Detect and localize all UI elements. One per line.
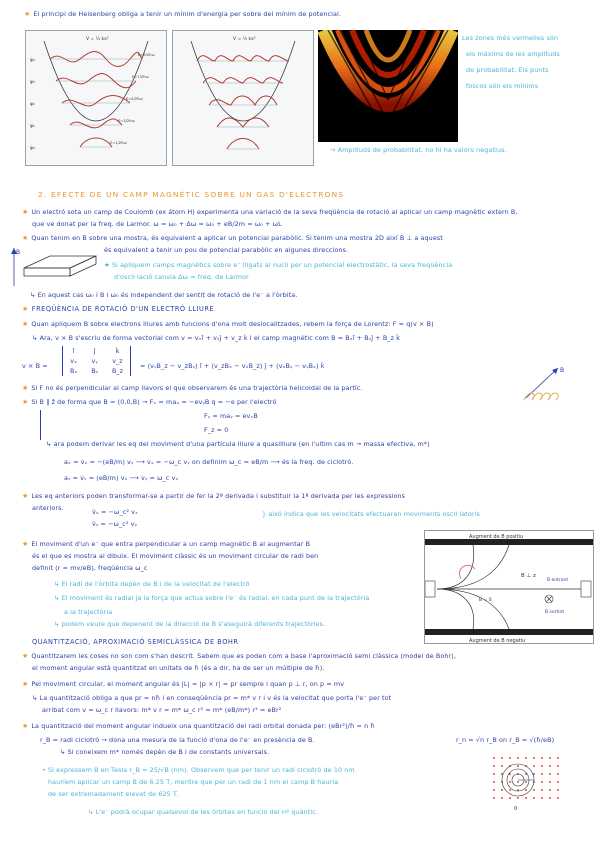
motion-line-2: és el que es mostra al dibuix. El moviment clàssic és un moviment circular de radi ben [32,552,319,560]
bohr-line-7: r_B = radi ciclotró → dona una mesura de la funció d'ona de l'e⁻ en presència de B. [40,736,315,744]
tesla-line-2: hauríem aplicar un camp B de 6.25 T, mentre que per un radi de 1 nm el camp B hauria [48,778,339,786]
intro-line: ★ El principi de Heisenberg obliga a tenir un mínim d'energia per sobre del mínim de potencial. [24,10,342,18]
brace-icon: } [262,510,269,518]
accel-y-line: aᵧ = v̇ᵧ = (eB/m) vₓ ⟶ v̇ᵧ = ω_c vₓ [64,474,179,482]
heatmap-note-4: foscos són els mínims [466,82,539,90]
arrow-icon: ↳ [60,748,68,756]
electrostatic-line-1: ★ Si apliquem camps magnètics sobre e⁻ lligats al nucli per un potencial electrostàtic, la seva freqüència [104,261,453,269]
svg-text:B entrant: B entrant [547,578,569,583]
star-icon: ★ [22,234,29,242]
arrow-icon: ↳ [32,334,40,342]
svg-text:B: B [560,367,565,374]
matrix-label: v × B = [22,362,48,370]
probability-plot-right [173,31,313,165]
motion-bullet-2: ↳ El moviment és radial ja la força que actua sobre l'e⁻ és radial, en cada punt de la trajectòria [54,594,370,602]
helix-line: ★ Si F no és perpendicular al camp llavors el que observarem és una trajectòria helicoidal de la partíc. [22,384,363,392]
bracket-line [40,410,41,440]
bullet-icon: • [42,766,49,774]
subsection-title-2: QUANTITZACIÓ, APROXIMACIÓ SEMICLÀSSICA DE BOHR [32,638,239,646]
star-icon: ★ [22,320,29,328]
svg-text:Augment de B positiu: Augment de B positiu [469,534,524,540]
heatmap-note-2: els màxims de les amplituds [466,50,560,58]
trajectory-graphic [425,531,593,643]
parabolic-equiv: és equivalent a tenir un pou de potencial parabòlic en algunes direccions. [104,246,349,254]
arrow-icon: ↳ [32,694,40,702]
tesla-line-1: • Si expressem B en Tesla r_B = 25/√B (nm). Observem que per tenir un radi ciclotró de 10 nm [42,766,355,774]
lorentz-line: ★ Quan apliquem B sobre electrons lliures amb funcions d'ona molt deslocalitzades, rebem la força de Lorentz: F = q(v × B) [22,320,434,328]
bohr-line-1: ★ Quantitzarem les coses no son com s'han descrit. Sabem que es poden com a base l'aproximació semi clàssica (model de Bohr), [22,652,456,660]
svg-text:Augment de B negatiu: Augment de B negatiu [469,638,526,643]
arrow-icon: ↳ [54,594,62,602]
tesla-line-3: de ser extremadament elevat de 625 T. [48,790,179,798]
independence-line: ↳ En aquest cas ω₀ i B i ω₀ és independent del sentit de rotació de l'e⁻ a l'òrbita. [30,291,298,299]
star-icon: ★ [24,10,31,18]
second-derivative-line-2: anteriors. [32,504,64,512]
radius-formula: r_n = √n r_B on r_B = √(ħ/eB) [456,736,555,744]
star-icon: ★ [22,398,29,406]
helix-sketch [520,364,590,408]
larmor-line-1: ★ Un electró sota un camp de Coulomb (ex átom H) experimenta una variació de la seva freqüència de rotació al aplicar un camp magnètic extern B, [22,208,518,216]
probability-heatmap [318,30,458,142]
heatmap-note-3: de probabilitat. Els punts [466,66,549,74]
star-icon: ★ [22,208,29,216]
star-icon: ★ [22,492,29,500]
section-title: 2. EFECTE DE UN CAMP MAGNÈTIC SOBRE UN GAS D'ELECTRONS [38,190,345,199]
heatmap-note-1: Les zones més vermelles són [462,34,559,42]
svg-text:ψ₂: ψ₂ [30,102,35,107]
sample-slab-sketch [10,246,100,294]
force-y-line: Fᵧ = maᵧ = evₓB [204,412,258,420]
equations-motion-line: ↳ ara podem derivar les eq del moviment d'una partícula lliure a quasilliure (en l'ultim cas m → massa efectiva, m*) [46,440,430,448]
force-x-line: ★ Si B ∥ ẑ de forma que B = (0,0,B) → Fₓ = maₓ = −evᵧB q = −e per l'electró [22,398,277,406]
electrostatic-line-2: d'oscil·lació canvia Δω = freq. de Larmor [114,273,249,281]
arrow-icon: ↳ [46,440,54,448]
motion-bullet-2b: a la trajectòria [64,608,113,616]
motion-line-1: ★ El moviment d'un e⁻ que entra perpendicular a un camp magnètic B al augmentar B [22,540,311,548]
arrow-icon: ↳ [30,291,38,299]
accel-x-line: aₓ = v̇ₓ = −(eB/m) vᵧ ⟶ v̇ₓ = −ω_c vᵧ on definim ω_c = eB/m ⟶ és la freq. de ciclotró. [64,458,354,466]
arrow-icon: ↳ [88,808,96,816]
motion-bullet-1: ↳ El radi de l'òrbita depèn de B i de la velocitat de l'electró [54,580,250,588]
bohr-line-8: ↳ Si coneixem m* només depèn de B i de constants universals. [60,748,270,756]
svg-text:E=9/2ħω: E=9/2ħω [138,53,155,57]
svg-text:ψ₁: ψ₁ [30,124,35,129]
matrix-result: = (vᵧB_z − v_zBᵧ) î + (v_zBₓ − vₓB_z) ĵ + (vₓBᵧ − vᵧBₓ) k̂ [140,362,325,370]
osc-y-line: v̈ᵧ = −ω_c² vᵧ [92,520,138,528]
arrow-icon: ↳ [54,620,62,628]
vector-line: ↳ Ara, v × B s'escriu de forma vectorial com v = vₓî + vᵧĵ + v_z k̂ i el camp magnètic com B = Bₓî + Bᵧĵ + B_z k̂ [32,334,401,342]
svg-text:E=5/2ħω: E=5/2ħω [126,97,143,101]
star-icon: ★ [22,680,29,688]
oscillation-note: } aixó indica que les velocitats efectuaran moviments oscil·latoris [262,510,480,518]
arrow-icon: → [330,146,338,154]
oscillator-plot-left [26,31,166,165]
star-icon: ★ [22,305,29,313]
bohr-line-4: ↳ La quantització obliga a que pr = nħ i en conseqüència pr = m* v r i v és la velocitat que porta l'e⁻ per tot [32,694,392,702]
svg-text:B: B [16,249,21,256]
cross-product-matrix: î ĵ k̂ vₓ vᵧ v_z Bₓ Bᵧ B_z [62,346,131,376]
svg-text:E=1/2ħω: E=1/2ħω [110,141,127,145]
heatmap-note-5: → Amplituds de probabilitat, no hi ha valors negatius. [330,146,507,154]
star-icon: ★ [22,722,29,730]
star-icon: ★ [22,384,29,392]
svg-text:V = ½ kx²: V = ½ kx² [233,37,256,42]
motion-bullet-3: ↳ podem veure que depenent de la direcció de B s'aseguirà diferents trajectòries. [54,620,326,628]
bohr-line-5: arribat com v = ω_c r llavors: m* v r = m* ω_c r² = m* (eB/m*) r² = eBr² [42,706,282,714]
arrow-icon: ↳ [54,580,62,588]
star-icon: ★ [22,652,29,660]
svg-text:E=3/2ħω: E=3/2ħω [118,119,135,123]
osc-x-line: v̈ₓ = −ω_c² vₓ [92,508,138,516]
svg-text:0: 0 [514,806,518,812]
svg-text:ψ₃: ψ₃ [30,80,35,85]
svg-text:B ⊥ z: B ⊥ z [521,573,536,579]
svg-text:E=7/2ħω: E=7/2ħω [132,75,149,79]
force-z-line: F_z = 0 [204,426,229,434]
svg-text:V = ½ kx²: V = ½ kx² [86,37,109,42]
star-icon: ★ [104,261,112,269]
bohr-line-2: el moment angular està quantitzat en unitats de ħ (és a dir, ha de ser un múltiple de ħ). [32,664,325,672]
oscillator-figure-left [25,30,167,166]
svg-text:B = 0: B = 0 [479,598,492,603]
star-icon: ★ [22,540,29,548]
subsection-title-1: ★ FREQÜÈNCIA DE ROTACIÓ D'UN ELECTRÓ LLIURE [22,305,215,313]
svg-text:B sortint: B sortint [545,610,565,615]
bohr-line-6: ★ La quantització del moment angular indueix una quantització del radi orbital donada per: (eBr²)/ħ = n ħ [22,722,375,730]
larmor-line-2: que ve donat per la freq. de Larmor. ω = ω₀ + Δω = ω₀ + eB/2m = ω₀ + ωL [32,220,282,228]
bohr-line-3: ★ Pel moviment circular, el moment angular és |L| = |p × r| = pr sempre i quan p ⊥ r, on p = mv [22,680,345,688]
orbits-dot-figure [488,752,562,812]
second-derivative-line: ★ Les eq anteriors poden transformar-se a partir de fer la 2ª derivada i substituir la 1ª derivada per les expressions [22,492,406,500]
motion-line-3: definit (r = mv/eB), freqüència ω_c [32,564,148,572]
heatmap-graphic [318,30,458,142]
orbits-line: ↳ L'e⁻ podrà ocupar qualsevol de les òrbites en funció del nº quàntic. [88,808,318,816]
oscillator-figure-right [172,30,314,166]
svg-text:ψ₀: ψ₀ [30,146,35,151]
parabolic-line: ★ Quan tenim en B sobre una mostra, és equivalent a aplicar un potencial parabòlic. Si tenim una mostra 2D així B ⊥ a aquest [22,234,443,242]
trajectory-figure [424,530,594,644]
svg-text:ψ₄: ψ₄ [30,58,35,63]
